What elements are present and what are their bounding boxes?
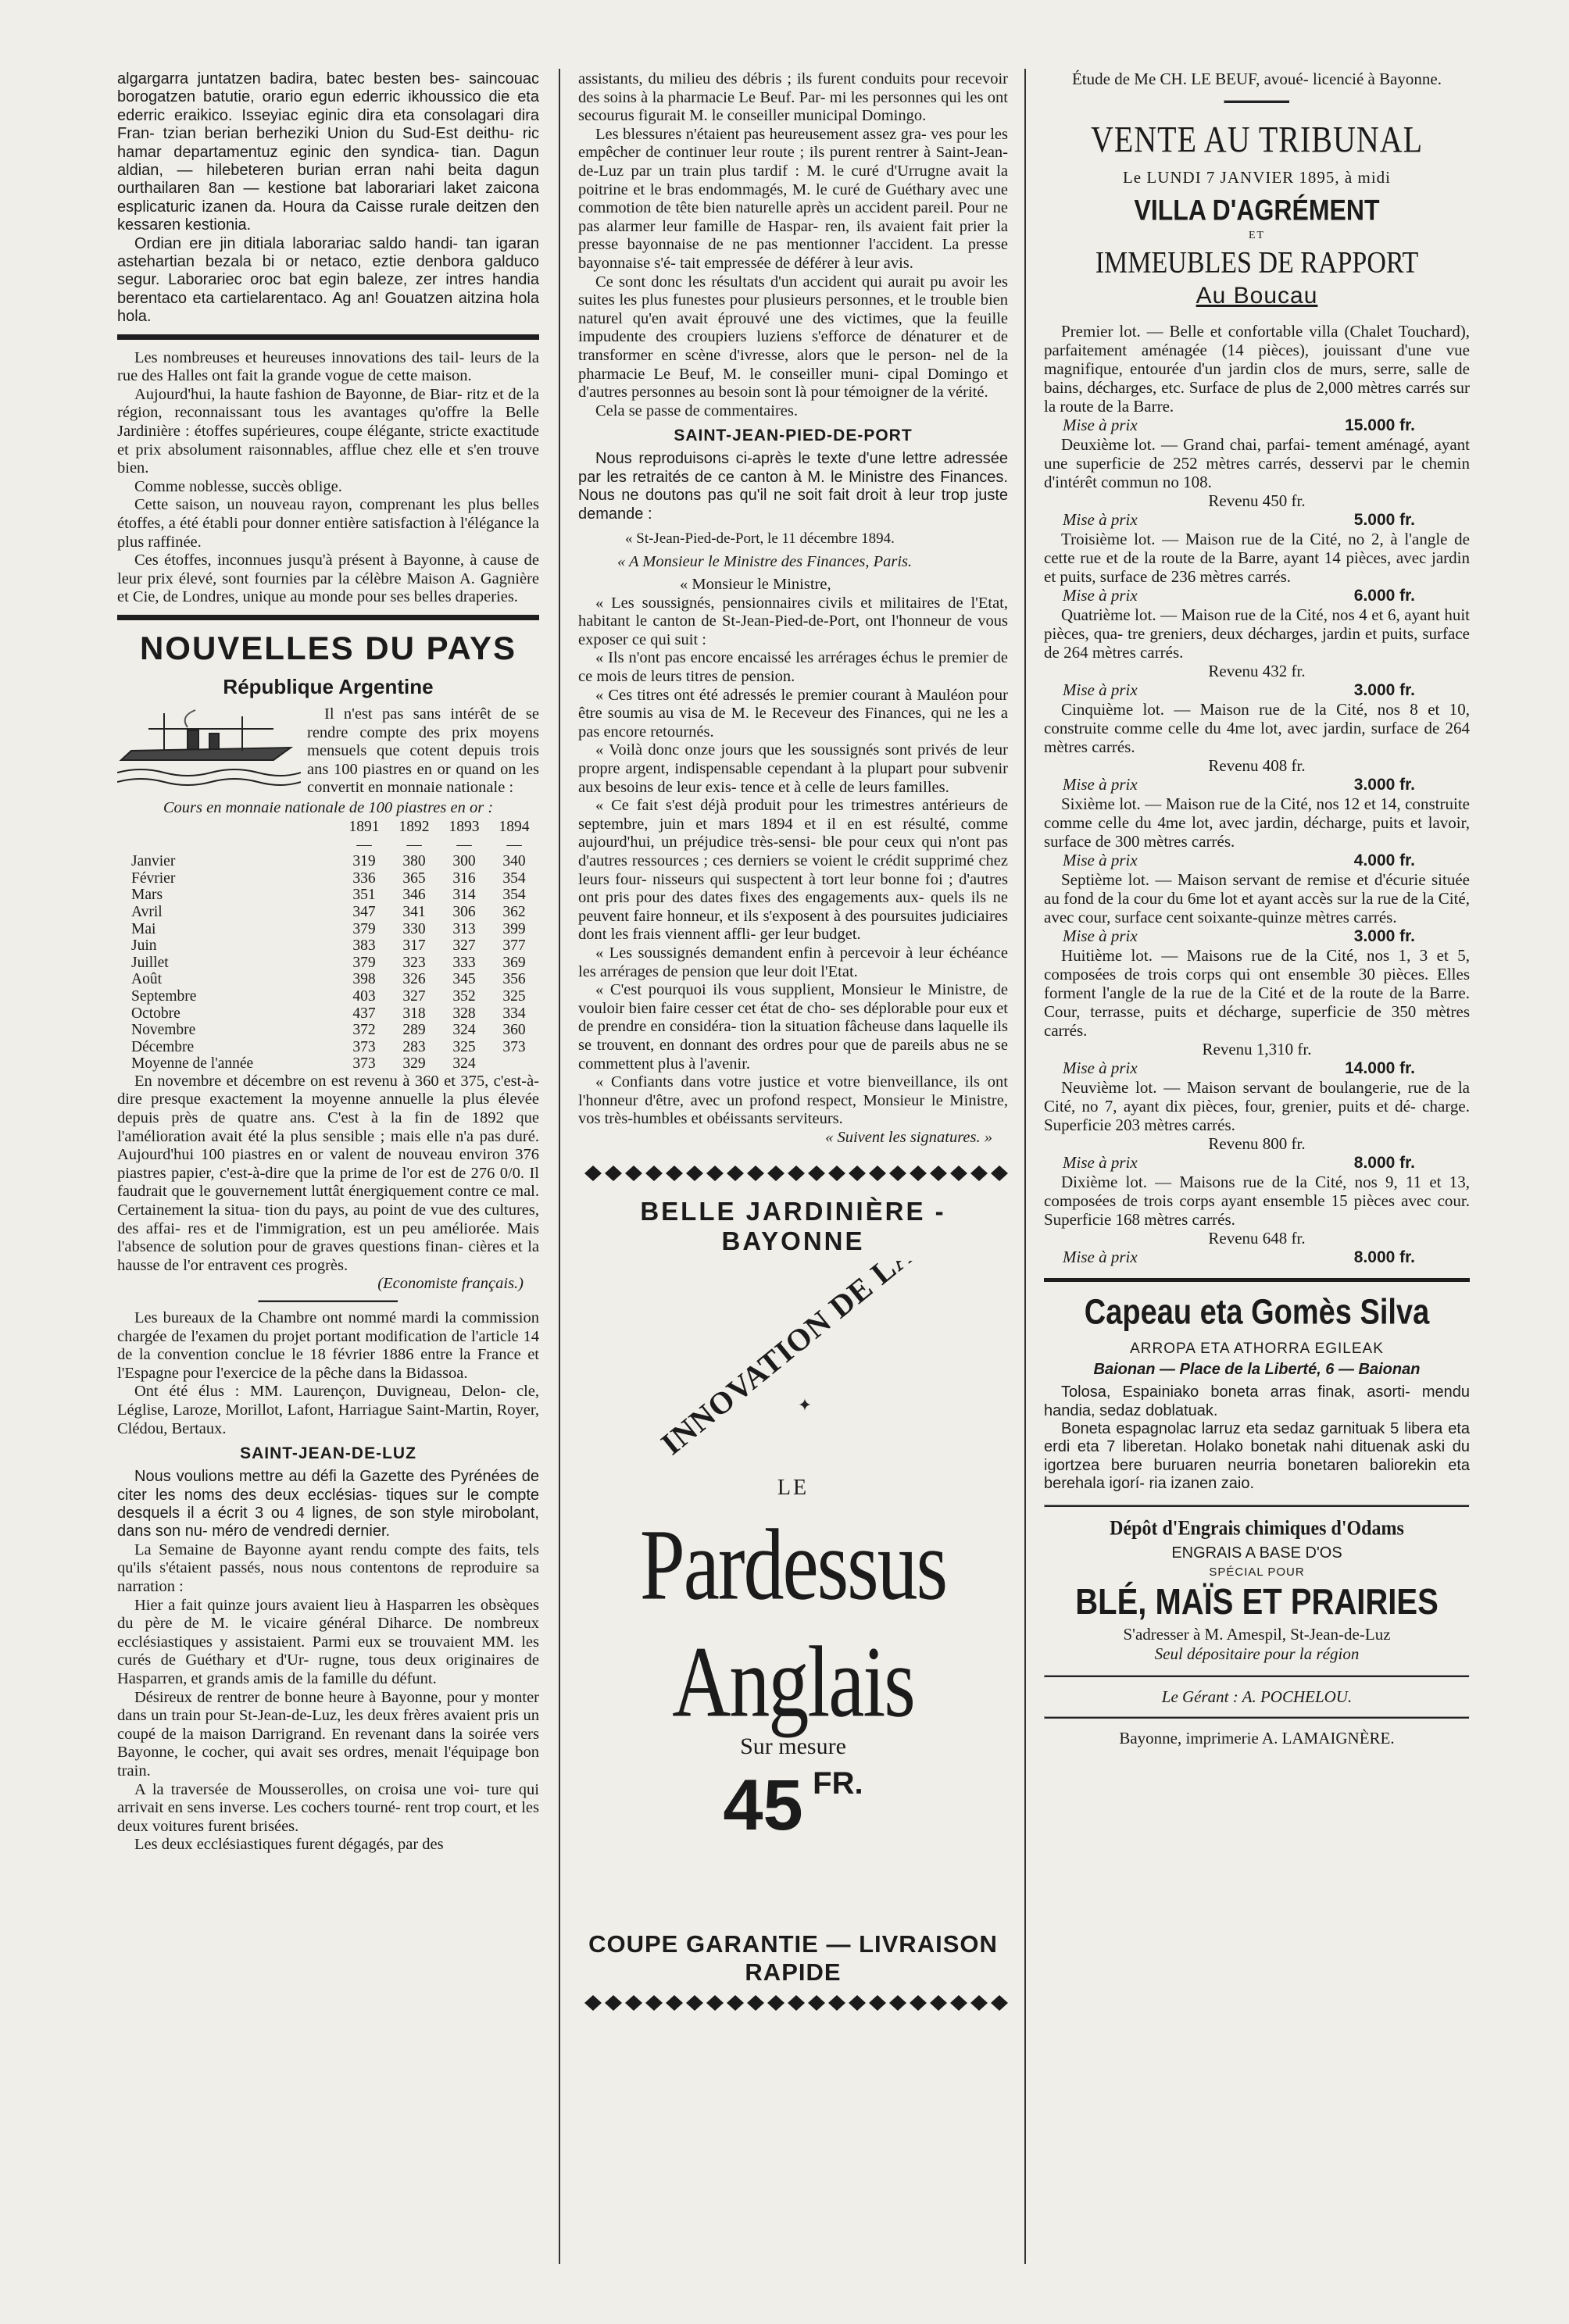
ornament-diamond [828,1166,845,1181]
table-cell: 369 [502,954,526,971]
table-cell: 306 [452,903,476,920]
paragraph: Désireux de rentrer de bonne heure à Bayonne, pour y monter dans un train pour St-Jean-de-Luz, les deux frères avaient pris un coupé de la maison Darrigrand. En revenant dans la soirée vers Bayonne, le cocher, qui avait ses ordres, menait l'équipage bon train. [117,1688,539,1780]
paragraph: Tolosa, Espainiako boneta arras finak, asorti- mendu handia, sedaz doblatuak. [1044,1383,1470,1419]
lot-revenu: Revenu 408 fr. [1208,756,1306,776]
table-cell: 300 [452,853,476,870]
lot-mise-a-prix [1044,1058,1470,1078]
lots-list [1044,322,1470,1267]
svg-text:INNOVATION DE LA SAISON [578,1261,927,1462]
paragraph: « Ces titres ont été adressés le premier courant à Mauléon pour être soumis au visa de M. le Receveur des Finances, qui ne les a pas encore retournés. [578,686,1008,741]
ad-price-unit: FR. [813,1765,863,1801]
ad-slogan: COUPE GARANTIE — LIVRAISON RAPIDE [588,1930,998,1986]
table-cell: 352 [452,987,476,1005]
table-cell: 333 [452,954,476,971]
depot-title: Dépôt d'Engrais chimiques d'Odams [1110,1517,1404,1540]
lot-description: Deuxième lot. — Grand chai, parfai- tement aménagé, ayant une superficie de 252 mètres carrés, desservi par le chemin d'intérêt commun no 108. [1044,435,1470,492]
month-label: Janvier [131,853,176,870]
month-label: Juillet [131,954,169,971]
mise-value: 8.000 fr. [1353,1154,1415,1173]
month-label: Novembre [131,1022,196,1039]
table-cell: 283 [402,1038,426,1055]
paragraph: assistants, du milieu des débris ; ils furent conduits pour recevoir des soins à la pharmacie Le Beuf. Par- mi les personnes qui les ont secourus figurait M. le conseiller municipal Domingo. [578,70,1008,125]
table-row [117,1022,539,1039]
table-cell: 340 [502,853,526,870]
year-header: 1893 [449,818,480,835]
villa-title: VILLA D'AGRÉMENT [1134,194,1380,227]
mise-value: 6.000 fr. [1353,587,1415,605]
table-cell: 289 [402,1022,426,1039]
paragraph: Il n'est pas sans intérêt de se rendre compte des prix moyens mensuels que cotent depuis trois ans 100 piastres en or quand on les convertit en monnaie nationale : [307,705,539,797]
ornament-diamond [950,1166,967,1181]
table-row [117,955,539,972]
lot-mise-a-prix [1044,510,1470,530]
ornament-diamond [706,1166,724,1181]
paragraph: Nous voulions mettre au défi la Gazette des Pyrénées de citer les noms des deux ecclésias- tiques sur le compte desquels il a écrit 3 ou 4 lignes, de son style mirobolant, dans son nu- méro de vendredi dernier. [117,1468,539,1540]
ornament-diamond [625,1166,642,1181]
paragraph: « Ce fait s'est déjà produit pour les trimestres antérieurs de septembre, juin et mars 1894 et il en est résulté, comme aujourd'hui, un préjudice très-sensi- ble pour ceux qui n'ont pas d'autres ressources ; ces derniers se voient le crédit supprimé chez leurs four- nisseurs qui suspectent à tort leur bonne foi ; d'autres ont pris pour des dates fixes des engagements aux- quels ils ne peuvent faire honneur, et ils s'exposent à des poursuites judiciaires dont les frais viennent affli- ger leur budget. [578,797,1008,944]
divider [1044,1716,1470,1719]
table-cell: 319 [352,853,376,870]
subsection-title: SAINT-JEAN-PIED-DE-PORT [674,427,913,445]
mise-label: Mise à prix [1063,851,1138,870]
table-row [117,904,539,921]
ornament-diamond [869,1995,886,2011]
ornament-diamond [767,1166,784,1181]
lot-revenu: Revenu 800 fr. [1208,1134,1306,1154]
table-row [117,971,539,988]
table-cell: 326 [402,971,426,988]
table-cell: 323 [402,954,426,971]
table-row [117,1039,539,1056]
table-cell: 403 [352,987,376,1005]
engrais-line: ENGRAIS A BASE D'OS [1171,1544,1342,1562]
table-row [117,870,539,887]
letter-date: « St-Jean-Pied-de-Port, le 11 décembre 1894. [625,530,895,547]
lot-description: Quatrième lot. — Maison rue de la Cité, nos 4 et 6, ayant huit pièces, qua- tre greniers, deux décharges, jardin et puits, surface de 264 mètres carrés. [1044,605,1470,662]
subsection-title: SAINT-JEAN-DE-LUZ [240,1444,416,1463]
table-body [117,853,539,1073]
paragraph: algargarra juntatzen badira, batec besten bes- saincouac borogatzen batutie, orario egun ederric ikhoussico die eta ederric eraikico. Isseyiac eginic dira eta consolagari dira Fran- tzian berian berheziki Union du Sud-Est deithu- ric hamar departamentuz eginic den syndica- tian. Dagun aldian, — hilebeteren burian erran nahi beita dagun ourthailaren 8an — kestione bat laborariari laket zaicona esplicaturic izanen da. Houra da Caisse rurale deitzen den kessaren kestionia. [117,70,539,234]
imprimerie-line: Bayonne, imprimerie A. LAMAIGNÈRE. [1119,1728,1395,1747]
ornament-diamond [645,1995,663,2011]
lot-description: Troisième lot. — Maison rue de la Cité, no 2, à l'angle de cette rue et de la route de la Barre, ayant 14 pièces, avec jardin et puits, surface de 236 mètres carrés. [1044,530,1470,587]
lot-mise-a-prix [1044,1153,1470,1173]
table-cell [489,1055,539,1073]
ornament-diamond [849,1995,866,2011]
ornament-diamond [666,1995,683,2011]
mise-value: 3.000 fr. [1353,681,1415,700]
lot-description: Dixième lot. — Maisons rue de la Cité, nos 9, 11 et 13, composées de trois corps ayant ensemble 15 pièces avec cour. Superficie 168 mètres carrés. [1044,1173,1470,1230]
table-cell: 373 [352,1038,376,1055]
ornament-diamond [767,1995,784,2011]
table-cell: 317 [402,937,426,955]
mise-value: 8.000 fr. [1353,1248,1415,1267]
mise-value: 14.000 fr. [1345,1059,1415,1078]
table-header-row [117,818,539,837]
year-header: 1892 [399,818,430,835]
capeau-title: Capeau eta Gomès Silva [1084,1292,1430,1333]
letter-signature: « Suivent les signatures. » [825,1128,992,1146]
table-cell: 437 [352,1005,376,1022]
letter-address: « A Monsieur le Ministre des Finances, Paris. [617,552,913,570]
lot-description: Sixième lot. — Maison rue de la Cité, nos 12 et 14, construite comme celle du 4me lot, avec jardin, décharge, puits et lavoir, surface de 300 mètres carrés. [1044,794,1470,851]
table-row [117,937,539,955]
lot-description: Cinquième lot. — Maison rue de la Cité, nos 8 et 10, construite comme celle du 4me lot, avec jardin, surface de 264 mètres carrés. [1044,700,1470,757]
ornament-diamond [930,1166,947,1181]
lot-revenu: Revenu 648 fr. [1208,1229,1306,1248]
mise-value: 3.000 fr. [1353,776,1415,794]
table-cell: 341 [402,903,426,920]
ad-title: BELLE JARDINIÈRE - BAYONNE [640,1196,946,1255]
paragraph: Aujourd'hui, la haute fashion de Bayonne, de Biar- ritz et de la région, reconnaissant tous les avantages qu'offre la Belle Jardinière : étoffes supérieures, coupe élégante, stricte exactitude et prix absolument raisonnables, afflue chez elle et s'en trouve bien. [117,385,539,477]
mise-value: 4.000 fr. [1353,851,1415,870]
paragraph: La Semaine de Bayonne ayant rendu compte des faits, tels qu'ils s'étaient passés, nous nous contentons de reproduire sa narration : [117,1540,539,1595]
mise-value: 5.000 fr. [1353,511,1415,530]
steamship-icon [117,705,301,791]
ornament-diamond [910,1995,927,2011]
ornament-diamond [727,1166,744,1181]
table-cell: 334 [502,1005,526,1022]
paragraph: Comme noblesse, succès oblige. [134,477,342,495]
table-cell: 330 [402,920,426,937]
paragraph: Cette saison, un nouveau rayon, comprenant les plus belles étoffes, a été établi pour donner entière satisfaction à l'élégance la plus raffinée. [117,496,539,551]
source-credit: (Economiste français.) [377,1275,524,1293]
ornament-border [578,1163,1008,1183]
ad-sur-mesure: Sur mesure [740,1733,846,1759]
lot-revenu: Revenu 1,310 fr. [1202,1040,1312,1059]
ornament-diamond [889,1995,906,2011]
ornament-diamond [686,1995,703,2011]
table-row [117,1055,539,1073]
ornament-diamond [605,1995,622,2011]
table-cell: 318 [402,1005,426,1022]
column-separator [1024,69,1026,2264]
lot-mise-a-prix [1044,680,1470,700]
paragraph: Ce sont donc les résultats d'un accident qui aurait pu avoir les suites les plus funestes pour plusieurs personnes, et le trouble bien naturel qu'en avait éprouvé une des victimes, que la feuille impudente des croupiers luziens s'efforce de dénaturer et de transformer en scène d'ivresse, alors que le person- nel de la pharmacie Le Beuf, M. le conseiller muni- cipal Domingo et d'autres personnes au besoin sont là pour témoigner de la vérité. [578,273,1008,402]
paragraph: Hier a fait quinze jours avaient lieu à Hasparren les obsèques du père de M. le vicaire général Diharce. De nombreux ecclésiastiques y assistaient. Parmi eux se trouvaient MM. les curés de Guéthary et d'Ur- rugne, tous deux originaires de Hasparren, et grands amis de la famille du défunt. [117,1596,539,1687]
exchange-table: 1891 1892 1893 1894 — — — — Janvier 319 380 300 340 Février 336 365 316 354 Mars 351 346 314 354 Avril 347 341 306 362 Mai 379 330 313 399 Juin 383 317 327 377 Juillet 379 323 333 369 Août 398 326 345 356 Septembre 403 327 352 325 Octobre 437 318 328 334 Novembre 372 289 324 360 Décembre 373 283 325 373 Moyenne de l'année 373 329 324 [117,818,539,1073]
table-cell: 379 [352,920,376,937]
table-cell: 399 [502,920,526,937]
letter-salutation: « Monsieur le Ministre, [680,576,831,594]
ornament-diamond [747,1995,764,2011]
paragraph: Cela se passe de commentaires. [595,402,799,419]
ornament-diamond [686,1166,703,1181]
paragraph: Boneta espagnolac larruz eta sedaz garnituak 5 libera eta erdi eta 7 liberetan. Holako bonetak nahi dituenak aski du igortzea bere buruaren neurria bonetaren baliorekin eta berehala igorí- ria izanen zaio. [1044,1420,1470,1493]
lot-revenu: Revenu 450 fr. [1208,491,1306,511]
year-header: 1891 [348,818,380,835]
paragraph: Ces étoffes, inconnues jusqu'à présent à Bayonne, à cause de leur prix élevé, sont fournies par la célèbre Maison A. Gagnière et Cie, de Londres, unique au monde pour ses belles draperies. [117,552,539,606]
section-title: NOUVELLES DU PAYS [139,630,517,666]
month-label: Mars [131,887,163,904]
mise-label: Mise à prix [1063,1153,1138,1173]
paragraph: « Ils n'ont pas encore encaissé les arrérages échus le premier de ce mois de leurs titres de pension. [578,649,1008,686]
divider [1044,1505,1470,1508]
table-cell: 316 [452,869,476,887]
ornament-diamond [788,1995,805,2011]
table-cell: 351 [352,887,376,904]
divider [1044,1675,1470,1678]
table-cell: 356 [502,971,526,988]
month-label: Août [131,971,162,988]
lot-mise-a-prix [1044,775,1470,794]
capeau-address: Baionan — Place de la Liberté, 6 — Baionan [1093,1361,1421,1379]
paragraph: « Les soussignés demandent enfin à percevoir à leur échéance les arrérages de pension que leur doit l'Etat. [578,944,1008,980]
divider [1044,1278,1470,1282]
paragraph: En novembre et décembre on est revenu à 360 et 375, c'est-à-dire presque exactement la moyenne annuelle la plus élevée depuis près de quatre ans. C'est à la fin de 1892 que l'amélioration avait été la plus sensible ; mais elle n'a pas duré. Aujourd'hui 100 piastres en or valent de nouveau environ 376 piastres papier, c'est-à-dire que la prime de l'or est de 276 0/0. Il faudrait que le gouvernement luttât énergiquement contre ce mal. Certainement la situa- tion du pays, au point de vue des cultures, des affai- res et de l'immigration, est un peu améliorée. Mais l'absence de solution pour de graves questions finan- cières et la hausse de l'or entravent ces progrès. [117,1072,539,1274]
lot-mise-a-prix [1044,1248,1470,1267]
table-cell: 346 [402,887,426,904]
ornament-diamond [747,1166,764,1181]
mise-label: Mise à prix [1063,680,1138,700]
advertisement-belle-jardiniere [578,1163,1008,2017]
ornament-diamond [991,1995,1008,2011]
mise-label: Mise à prix [1063,1248,1138,1267]
divider [117,334,539,340]
table-cell: 313 [452,920,476,937]
location-title: Au Boucau [1196,283,1318,309]
ornament-diamond [950,1995,967,2011]
sale-title: VENTE AU TRIBUNAL [1090,118,1424,161]
lot-revenu: Revenu 432 fr. [1208,662,1306,681]
mise-label: Mise à prix [1063,586,1138,605]
column-middle [578,70,1008,2017]
mise-label: Mise à prix [1063,1058,1138,1078]
mise-label: Mise à prix [1063,416,1138,435]
depositaire-line: Seul dépositaire pour la région [1154,1644,1360,1663]
lot-mise-a-prix [1044,926,1470,946]
paragraph: « Confiants dans votre justice et votre bienveillance, ils ont l'honneur d'être, avec un profond respect, Monsieur le Ministre, vos très-humbles et obéissants serviteurs. [578,1073,1008,1128]
paragraph: Nous reproduisons ci-après le texte d'une lettre adressée par les retraités de ce canton à M. le Ministre des Finances. Nous ne doutons pas qu'il ne soit fait droit à leur trop juste demande : [578,450,1008,523]
basque-article [117,70,539,327]
month-label: Février [131,869,176,887]
etude-header: Étude de Me CH. LE BEUF, avoué- licencié à Bayonne. [1071,70,1442,88]
month-label: Juin [131,937,157,955]
ornament-diamond [991,1166,1008,1181]
mise-label: Mise à prix [1063,775,1138,794]
et-label: ET [1248,230,1266,242]
table-cell: 354 [502,887,526,904]
immeubles-title: IMMEUBLES DE RAPPORT [1095,246,1419,280]
ornament-diamond [584,1166,602,1181]
ad-price-block [578,1766,1008,1844]
mise-label: Mise à prix [1063,510,1138,530]
divider [1224,100,1290,104]
table-cell: 345 [452,971,476,988]
paragraph: Ordian ere jin ditiala laborariac saldo handi- tan igaran astehartian bezala bi or netaco, eztie denbora galduco segur. Laborariec oroc bat egin baleze, zer intres handia berentaco eta cartielarentaco. Ag an! Gouatzen aitzina hola hola. [117,234,539,326]
mise-value: 15.000 fr. [1345,416,1415,435]
ornament-diamond [910,1166,927,1181]
table-cell: 362 [502,903,526,920]
ornament-diamond [645,1166,663,1181]
table-cell: 314 [452,887,476,904]
ornament-diamond [666,1166,683,1181]
mise-label: Mise à prix [1063,926,1138,946]
column-right [1044,70,1470,1748]
table-cell: 373 [352,1055,376,1073]
paragraph: « C'est pourquoi ils vous supplient, Monsieur le Ministre, de vouloir bien faire cesser cet état de cho- ses déplorable pour eux et de prendre en considéra- tion la situation fâcheuse dans laquelle ils se trouvent, en donnant des ordres pour que de pareils abus ne se commettent plus à l'avenir. [578,981,1008,1073]
table-cell: 324 [452,1022,476,1039]
paragraph: A la traversée de Mousserolles, on croisa une voi- ture qui arrivait en sens inverse. Les cochers tourné- rent trop court, et les deux voitures furent brisées. [117,1780,539,1835]
table-title: Cours en monnaie nationale de 100 piastres en or : [163,798,494,816]
capeau-subtitle: ARROPA ETA ATHORRA EGILEAK [1130,1340,1384,1358]
table-cell: 354 [502,869,526,887]
ornament-diamond [808,1166,825,1181]
lot-mise-a-prix [1044,851,1470,870]
table-cell: 360 [502,1022,526,1039]
lot-description: Neuvième lot. — Maison servant de boulangerie, rue de la Cité, no 7, ayant dix pièces, four, grenier, puits et dé- charge. Superficie 203 mètres carrés. [1044,1078,1470,1135]
ad-arc-heading [578,1261,1008,1472]
ad-product: Pardessus Anglais [639,1508,947,1738]
month-label: Mai [131,920,156,937]
month-label: Décembre [131,1038,195,1055]
table-cell: 328 [452,1005,476,1022]
paragraph: Les nombreuses et heureuses innovations des tail- leurs de la rue des Halles ont fait la grande vogue de cette maison. [117,348,539,385]
table-cell: 347 [352,903,376,920]
special-line: SPÉCIAL POUR [1209,1565,1305,1579]
ornament-diamond [849,1166,866,1181]
table-cell: 329 [402,1055,426,1073]
table-row [117,853,539,870]
star-icon: ✦ [797,1395,813,1415]
paragraph: « Les soussignés, pensionnaires civils et militaires de l'Etat, habitant le canton de St-Jean-Pied-de-Port, ont l'honneur de vous exposer ce qui suit : [578,594,1008,648]
table-cell: 336 [352,869,376,887]
ornament-diamond [584,1995,602,2011]
month-label: Octobre [131,1005,180,1022]
paragraph: « Voilà donc onze jours que les soussignés sont privés de leur propre argent, indispensable cependant à la plupart pour subvenir aux besoins de leur exis- tence et à celle de leurs familles. [578,741,1008,796]
ornament-diamond [889,1166,906,1181]
ornament-diamond [727,1995,744,2011]
table-cell: 373 [502,1038,526,1055]
table-cell: 379 [352,954,376,971]
ornament-diamond [625,1995,642,2011]
subsection-title: République Argentine [223,675,434,698]
year-header: 1894 [499,818,530,835]
tailleurs-article [117,349,539,607]
ad-arc-text: INNOVATION DE L [654,1260,903,1462]
table-row [117,988,539,1005]
lot-mise-a-prix [1044,586,1470,605]
paragraph: Les blessures n'étaient pas heureusement assez gra- ves pour les empêcher de continuer leur route ; ils purent rentrer à Saint-Jean-de-Luz par un train plus tardif : M. le curé d'Urrugne avait la poitrine et le bras endommagés, M. le curé de Guéthary avec une commotion de tête bien naturelle après un accident pareil. Pour ne pas alarmer leur famille de Haspar- ren, ils avaient fait prier la presse bayonnaise de ne pas mentionner l'accident. La presse bayonnaise s'é- tait empressée de déférer à leur avis. [578,125,1008,272]
lot-description: Septième lot. — Maison servant de remise et d'écurie située au fond de la cour du 6me lot et ayant accès sur la rue de la Cité, avec cour, surface cent soixante-quinze mètres carrés. [1044,870,1470,927]
table-row [117,887,539,904]
lot-description: Premier lot. — Belle et confortable villa (Chalet Touchard), parfaitement aménagée (14 pièces), jouissant d'une vue magnifique, entourée d'un jardin clos de murs, serre, salle de bains, décharges, etc. Surface de plus de 2,000 mètres carrés sur la route de la Barre. [1044,322,1470,416]
ble-title: BLÉ, MAÏS ET PRAIRIES [1075,1582,1439,1622]
column-left [117,70,539,1855]
ornament-border [578,1993,1008,2013]
sale-date: Le LUNDI 7 JANVIER 1895, à midi [1122,167,1392,187]
ornament-diamond [869,1166,886,1181]
table-cell: 325 [502,987,526,1005]
ornament-diamond [788,1166,805,1181]
paragraph: Les bureaux de la Chambre ont nommé mardi la commission chargée de l'examen du projet portant modification de l'article 14 de la convention conclue le 18 février 1886 entre la France et l'Espagne pour l'exercice de la pêche dans la Bidassoa. [117,1309,539,1382]
mise-value: 3.000 fr. [1353,927,1415,946]
paragraph: Ont été élus : MM. Laurençon, Duvigneau, Delon- cle, Léglise, Laroze, Morillot, Lafont, Harriague Saint-Martin, Royer, Clédou, Bertaux. [117,1383,539,1437]
month-label: Moyenne de l'année [131,1055,254,1073]
ornament-diamond [605,1166,622,1181]
table-cell: 325 [452,1038,476,1055]
table-cell: 377 [502,937,526,955]
ornament-diamond [808,1995,825,2011]
ornament-diamond [706,1995,724,2011]
table-row [117,1005,539,1023]
table-cell: 383 [352,937,376,955]
lot-description: Huitième lot. — Maisons rue de la Cité, nos 1, 3 et 5, composées de trois corps qui ont ensemble 30 pièces. Elles forment l'angle de la rue de la Cité et de la route de la Barre. Cour, terrasse, puits et décharge, superficie de 350 mètres carrés. [1044,946,1470,1041]
adresser-line: S'adresser à M. Amespil, St-Jean-de-Luz [1123,1624,1391,1644]
table-cell: 380 [402,853,426,870]
lot-mise-a-prix [1044,416,1470,435]
table-cell: 327 [452,937,476,955]
ornament-diamond [970,1995,988,2011]
divider [117,615,539,620]
table-cell: 398 [352,971,376,988]
gerant-line: Le Gérant : A. POCHELOU. [1161,1687,1353,1706]
ornament-diamond [930,1995,947,2011]
table-cell: 327 [402,987,426,1005]
ad-price: 45 [723,1765,803,1845]
column-separator [559,69,560,2264]
table-row [117,921,539,938]
divider [258,1300,399,1303]
table-cell: 324 [452,1055,476,1073]
ornament-diamond [828,1995,845,2011]
paragraph: Les deux ecclésiastiques furent dégagés, par des [134,1836,444,1854]
month-label: Avril [131,903,163,920]
ornament-diamond [970,1166,988,1181]
ad-le: LE [777,1475,810,1500]
month-label: Septembre [131,987,197,1005]
table-cell: 372 [352,1022,376,1039]
table-cell: 365 [402,869,426,887]
